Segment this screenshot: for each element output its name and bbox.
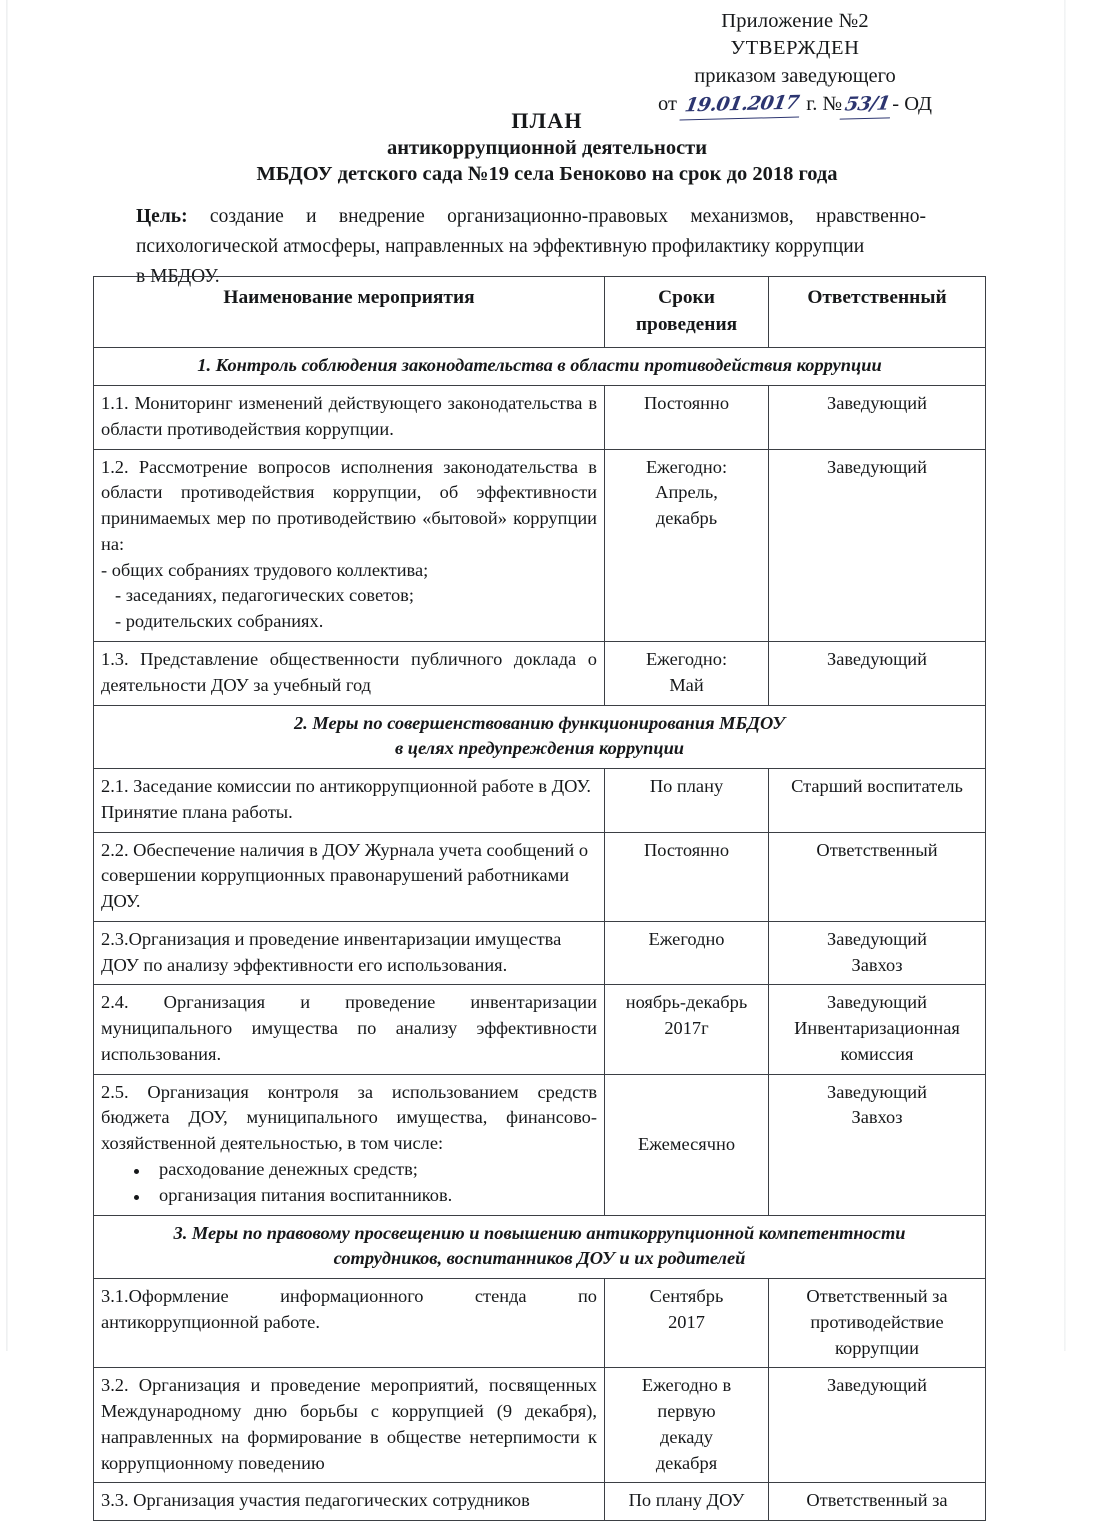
responsible-line: Заведующий — [826, 1375, 927, 1396]
row-measure-name — [94, 1074, 605, 1215]
order-prefix: от — [657, 92, 677, 115]
responsible-line: противодействие — [810, 1311, 944, 1332]
column-header-dates-line2: проведения — [635, 314, 738, 336]
row-timing — [605, 1368, 769, 1483]
row-responsible — [769, 832, 986, 921]
row-measure-name: 2.3.Организация и проведение инвентаризации имущества ДОУ по анализу эффективности его использования. — [94, 921, 605, 985]
timing-line: Апрель, — [655, 482, 718, 503]
timing-line: первую — [657, 1401, 716, 1422]
timing-line: Ежегодно — [648, 928, 725, 949]
timing-line: 2017г — [664, 1018, 709, 1039]
section-2-heading — [94, 705, 986, 769]
row-measure-name: 1.3. Представление общественности публичного доклада о деятельности ДОУ за учебный год — [94, 641, 605, 705]
list-item: - родительских собраниях. — [115, 611, 324, 632]
goal-label: Цель: — [136, 206, 188, 227]
table-row — [94, 832, 986, 921]
section-3-heading-line2: сотрудников, воспитанников ДОУ и их родителей — [333, 1248, 746, 1269]
row-responsible — [769, 1279, 986, 1368]
responsible-line: Завхоз — [851, 954, 903, 975]
anticorruption-plan-table — [93, 276, 986, 1521]
section-2-heading-line1: 2. Меры по совершенствованию функционирования МБДОУ — [293, 712, 786, 733]
handwritten-order-date: 19.01.2017 — [679, 90, 803, 120]
section-2-heading-line2: в целях предупреждения коррупции — [394, 738, 685, 759]
row-timing — [605, 985, 769, 1074]
section-heading-row — [94, 1215, 986, 1279]
timing-line: Сентябрь — [649, 1286, 724, 1307]
table-row — [94, 1074, 986, 1215]
table-row — [94, 641, 986, 705]
list-item: - общих собраниях трудового коллектива; — [101, 559, 429, 580]
table-row — [94, 449, 986, 641]
approved-label: УТВЕРЖДЕН — [730, 37, 860, 60]
goal-text: создание и внедрение организационно-правовых механизмов, нравственно-психологической атмосферы, направленных на эффективную профилактику коррупции — [136, 206, 926, 257]
section-1-heading-line1: 1. Контроль соблюдения законодательства в области противодействия коррупции — [197, 355, 882, 376]
row-measure-name: 2.4. Организация и проведение инвентаризации муниципального имущества по анализу эффективности использования. — [94, 985, 605, 1074]
timing-line: Ежемесячно — [637, 1133, 736, 1154]
row-measure-name — [94, 449, 605, 641]
timing-line: Постоянно — [643, 839, 730, 860]
table-row — [94, 1368, 986, 1483]
row-timing — [605, 769, 769, 833]
row-responsible — [769, 1483, 986, 1521]
row-timing — [605, 449, 769, 641]
responsible-line: Заведующий — [826, 456, 927, 477]
section-3-heading — [94, 1215, 986, 1279]
scan-edge-right — [1064, 0, 1066, 1351]
row-timing — [605, 1279, 769, 1368]
timing-line: Постоянно — [643, 393, 730, 414]
responsible-line: Заведующий — [826, 393, 927, 414]
timing-line: По плану ДОУ — [628, 1490, 745, 1511]
order-mid: г. № — [806, 92, 843, 115]
list-item: - заседаниях, педагогических советов; — [115, 585, 414, 606]
table-header-row — [94, 277, 986, 348]
row-responsible — [769, 386, 986, 450]
column-header-dates-line1: Сроки — [658, 287, 715, 308]
table-row — [94, 1279, 986, 1368]
row-measure-text: 1.2. Рассмотрение вопросов исполнения законодательства в области противодействия коррупции, об эффективности принимаемых мер по противодействию «бытовой» коррупции на: — [101, 456, 597, 554]
column-header-name: Наименование мероприятия — [94, 277, 605, 348]
row-responsible — [769, 921, 986, 985]
table-row — [94, 386, 986, 450]
row-timing — [605, 921, 769, 985]
responsible-line: коррупции — [835, 1337, 919, 1358]
timing-line: По плану — [649, 776, 724, 797]
appendix-number: Приложение №2 — [721, 10, 869, 32]
responsible-line: Заведующий — [826, 648, 927, 669]
approval-header — [580, 8, 1010, 119]
row-responsible — [769, 449, 986, 641]
responsible-line: Ответственный — [816, 839, 938, 860]
row-timing — [605, 832, 769, 921]
timing-line: Май — [669, 674, 704, 695]
section-heading-row — [94, 705, 986, 769]
row-timing — [605, 386, 769, 450]
table-row — [94, 985, 986, 1074]
table-row — [94, 769, 986, 833]
row-measure-name: 3.1.Оформление информационного стенда по антикоррупционной работе. — [94, 1279, 605, 1368]
timing-line: ноябрь-декабрь — [625, 992, 748, 1013]
title-subtitle-activity: антикоррупционной деятельности — [386, 137, 708, 159]
row-measure-name: 1.1. Мониторинг изменений действующего законодательства в области противодействия коррупции. — [94, 386, 605, 450]
section-3-heading-line1: 3. Меры по правовому просвещению и повышению антикоррупционной компетентности — [173, 1222, 906, 1243]
responsible-line: Ответственный за — [806, 1286, 948, 1307]
timing-line: Ежегодно в — [641, 1375, 732, 1396]
row-responsible — [769, 1074, 986, 1215]
row-responsible — [769, 985, 986, 1074]
row-measure-name: 2.1. Заседание комиссии по антикоррупционной работе в ДОУ. Принятие плана работы. — [94, 769, 605, 833]
row-measure-name: 3.3. Организация участия педагогических сотрудников — [94, 1483, 605, 1521]
responsible-line: комиссия — [840, 1043, 914, 1064]
responsible-line: Инвентаризационная — [794, 1018, 960, 1039]
row-responsible — [769, 641, 986, 705]
section-heading-row — [94, 348, 986, 386]
responsible-line: Заведующий — [826, 992, 927, 1013]
timing-line: декабрь — [655, 508, 718, 529]
responsible-line: Завхоз — [851, 1107, 903, 1128]
scan-edge-left — [6, 0, 8, 1351]
timing-line: 2017 — [668, 1311, 705, 1332]
list-item: расходование денежных средств; — [101, 1157, 597, 1183]
order-suffix: - ОД — [892, 92, 933, 115]
row-responsible — [769, 769, 986, 833]
responsible-line: Заведующий — [826, 928, 927, 949]
plan-table-wrapper — [93, 276, 985, 1521]
timing-line: декаду — [660, 1426, 713, 1447]
table-row — [94, 1483, 986, 1521]
page-title: ПЛАН — [511, 108, 583, 133]
goal-text-continuation: в МБДОУ. — [136, 265, 220, 287]
row-measure-name: 2.2. Обеспечение наличия в ДОУ Журнала учета сообщений о совершении коррупционных правонарушений работниками ДОУ. — [94, 832, 605, 921]
row-sub-item-list — [101, 558, 597, 635]
row-timing — [605, 641, 769, 705]
row-timing — [605, 1483, 769, 1521]
responsible-line: Старший воспитатель — [791, 776, 963, 797]
responsible-line: Заведующий — [826, 1081, 927, 1102]
table-row — [94, 921, 986, 985]
responsible-line: Ответственный за — [806, 1490, 948, 1511]
row-timing — [605, 1074, 769, 1215]
section-1-heading — [94, 348, 986, 386]
row-measure-text: 2.5. Организация контроля за использованием средств бюджета ДОУ, муниципального имущества, финансово-хозяйственной деятельностью, в том числе: — [101, 1081, 597, 1154]
row-bullet-list — [101, 1157, 597, 1209]
title-subtitle-organization: МБДОУ детского сада №19 села Беноково на срок до 2018 года — [256, 163, 838, 185]
handwritten-order-number: 53/1 — [840, 91, 895, 119]
list-item: организация питания воспитанников. — [101, 1183, 597, 1209]
document-title-block — [0, 108, 1094, 186]
timing-line: Ежегодно: — [645, 456, 728, 477]
timing-line: декабря — [655, 1452, 718, 1473]
column-header-dates — [605, 277, 769, 348]
row-measure-name: 3.2. Организация и проведение мероприятий, посвященных Международному дню борьбы с коррупцией (9 декабря), направленных на формирование в обществе нетерпимости к коррупционному поведению — [94, 1368, 605, 1483]
timing-line: Ежегодно: — [645, 648, 728, 669]
by-order-label: приказом заведующего — [694, 64, 896, 87]
column-header-responsible: Ответственный — [769, 277, 986, 348]
row-responsible — [769, 1368, 986, 1483]
